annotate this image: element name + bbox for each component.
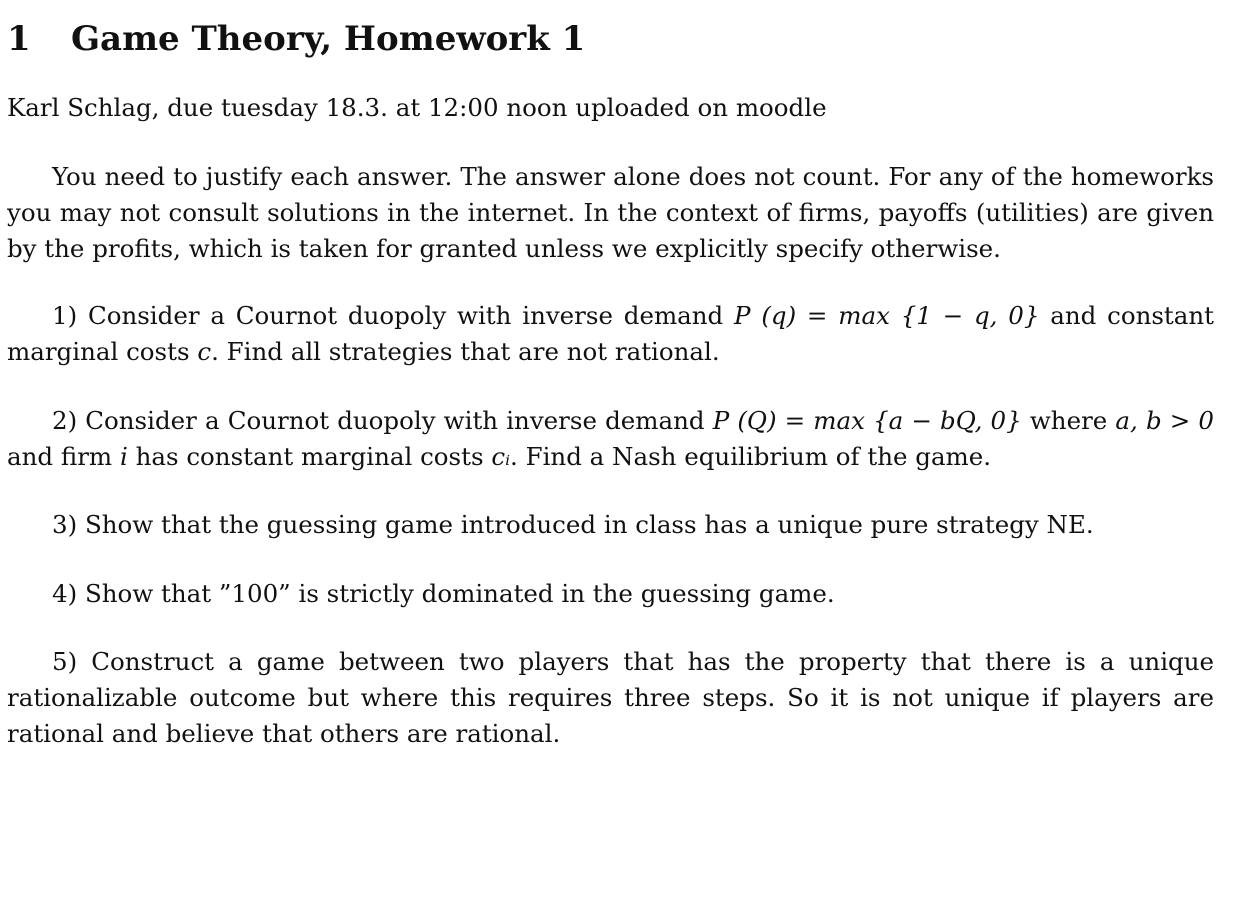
question-5-label: 5) xyxy=(52,647,78,676)
question-1-label: 1) xyxy=(52,301,78,330)
author-due-line: Karl Schlag, due tuesday 18.3. at 12:00 noon uploaded on moodle xyxy=(7,93,827,122)
question-3-text: Show that the guessing game introduced in class has a unique pure strategy NE. xyxy=(77,510,1094,539)
question-2-demand-formula: P (Q) = max {a − bQ, 0} xyxy=(712,406,1022,435)
question-2-label: 2) xyxy=(52,406,78,435)
question-1-text: Consider a Cournot duopoly with inverse demand xyxy=(77,301,735,330)
question-2-text: and firm xyxy=(7,442,120,471)
question-3-label: 3) xyxy=(52,510,78,539)
section-heading xyxy=(7,18,585,60)
question-1-text: . Find all strategies that are not rational. xyxy=(211,337,720,366)
section-number: 1 xyxy=(7,19,31,59)
question-2-cost-symbol: cᵢ xyxy=(491,442,510,471)
question-1-text: and constant marginal costs xyxy=(7,301,1214,366)
question-4-text: Show that ”100” is strictly dominated in the guessing game. xyxy=(77,579,835,608)
question-2-parameter-condition: a, b > 0 xyxy=(1115,406,1214,435)
section-title: Game Theory, Homework 1 xyxy=(71,19,586,59)
question-2-firm-index: i xyxy=(119,442,128,471)
instructions-paragraph: You need to justify each answer. The answer alone does not count. For any of the homeworks you may not consult solutions in the internet. In the context of firms, payoffs (utilities) are given by the profits, which is taken for granted unless we explicitly specify otherwise. xyxy=(7,162,1214,263)
question-3 xyxy=(7,507,1214,543)
question-1-demand-formula: P (q) = max {1 − q, 0} xyxy=(734,301,1040,330)
question-2-text: . Find a Nash equilibrium of the game. xyxy=(510,442,992,471)
question-4-label: 4) xyxy=(52,579,78,608)
question-2-text: where xyxy=(1021,406,1116,435)
question-4 xyxy=(7,576,1214,612)
question-2 xyxy=(7,403,1214,475)
question-1-cost-symbol: c xyxy=(197,337,212,366)
question-5-text: Construct a game between two players that has the property that there is a unique rationalizable outcome but where this requires three steps. So it is not unique if players are rational and believe that others are rational. xyxy=(7,647,1214,748)
question-2-text: Consider a Cournot duopoly with inverse demand xyxy=(77,406,713,435)
question-2-text: has constant marginal costs xyxy=(127,442,492,471)
question-1 xyxy=(7,298,1214,370)
question-5 xyxy=(7,644,1214,752)
